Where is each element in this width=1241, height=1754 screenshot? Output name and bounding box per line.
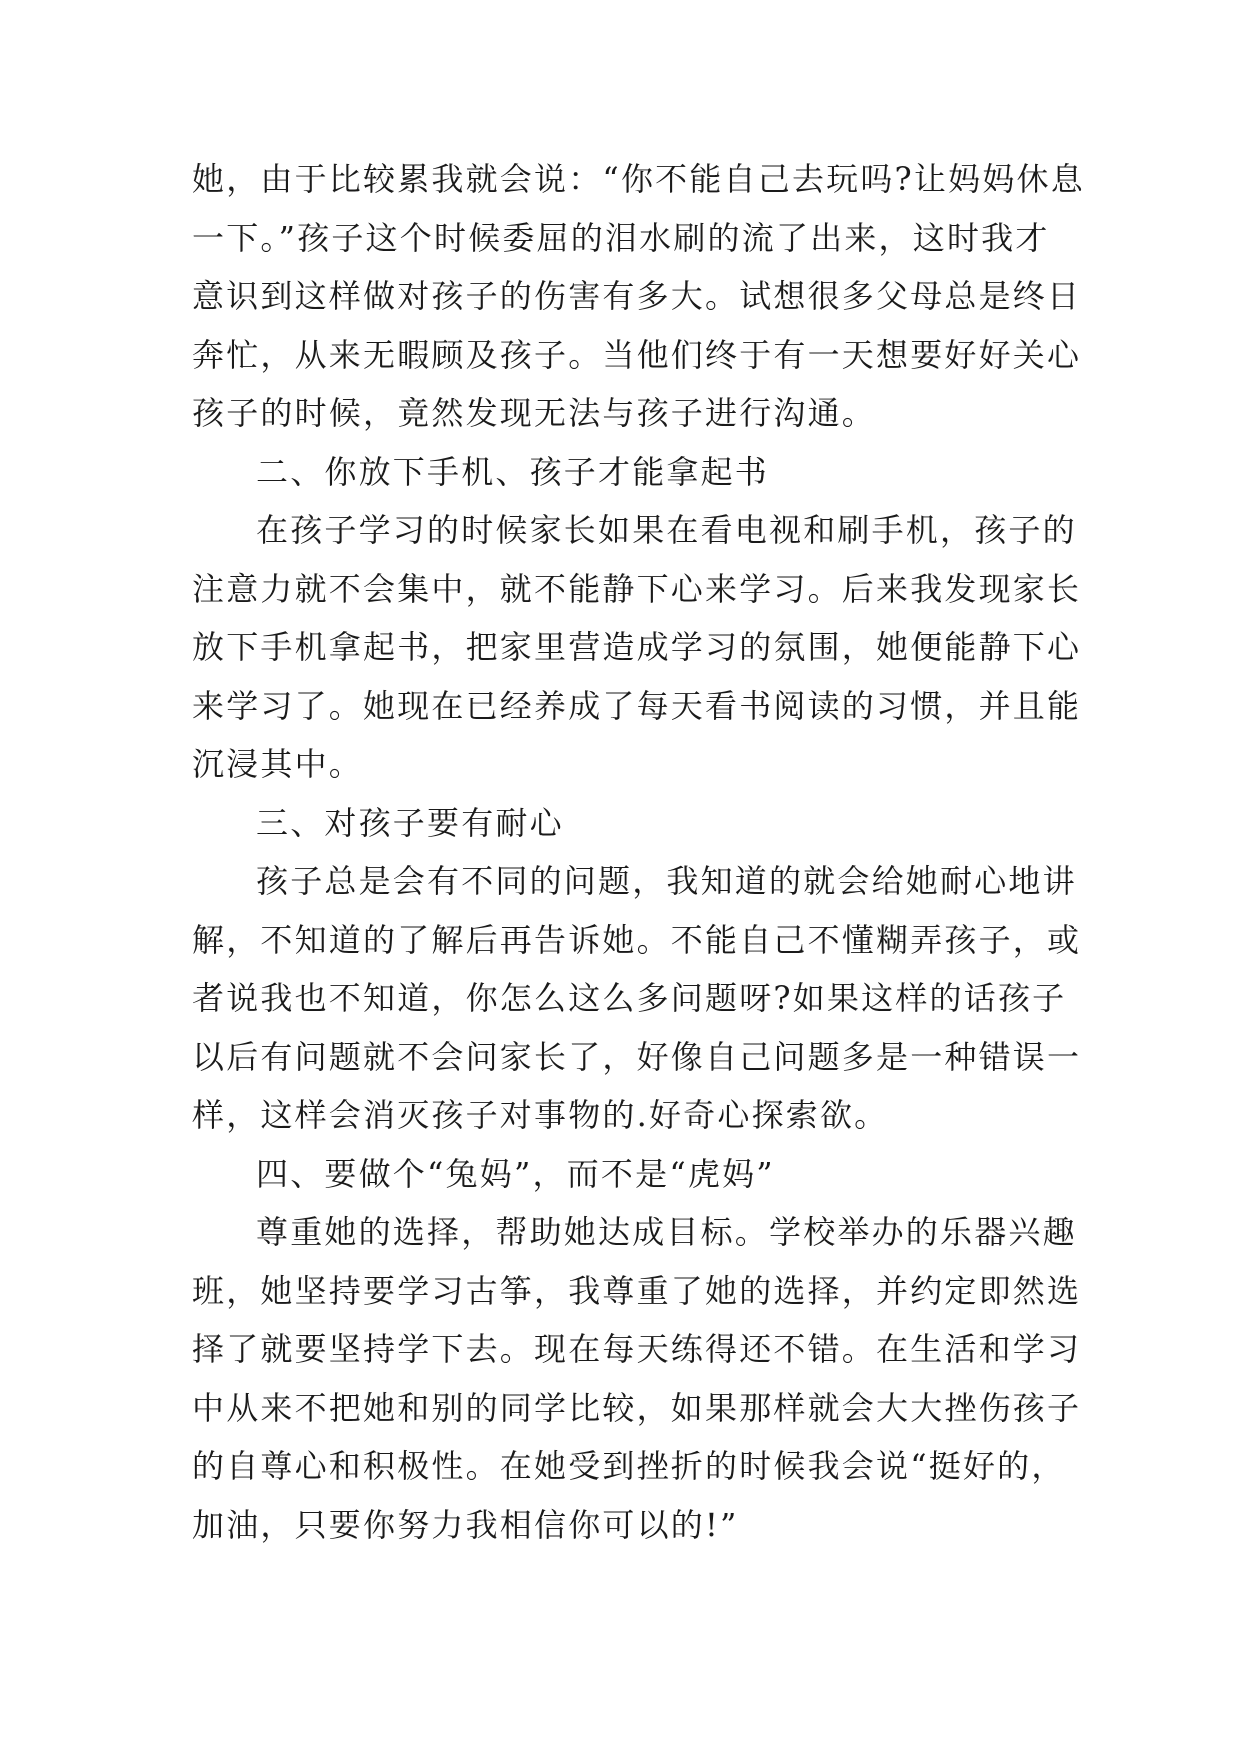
- paragraph-line: 来学习了。她现在已经养成了每天看书阅读的习惯，并且能: [192, 686, 1082, 725]
- paragraph-line: 中从来不把她和别的同学比较，如果那样就会大大挫伤孩子: [192, 1388, 1082, 1427]
- paragraph-line: 意识到这样做对孩子的伤害有多大。试想很多父母总是终日: [192, 277, 1082, 315]
- paragraph-line: 样，这样会消灭孩子对事物的.好奇心探索欲。: [192, 1096, 889, 1134]
- paragraph-line: 者说我也不知道，你怎么这么多问题呀?如果这样的话孩子: [192, 979, 1067, 1017]
- paragraph-line: 的自尊心和积极性。在她受到挫折的时候我会说“挺好的，: [192, 1447, 1066, 1485]
- paragraph-line: 她，由于比较累我就会说：“你不能自己去玩吗?让妈妈休息: [192, 160, 1085, 198]
- paragraph-line: 放下手机拿起书，把家里营造成学习的氛围，她便能静下心: [192, 628, 1082, 666]
- paragraph-line: 奔忙，从来无暇顾及孩子。当他们终于有一天想要好好关心: [192, 335, 1082, 374]
- paragraph-line-indented: 二、你放下手机、孩子才能拿起书: [256, 452, 770, 491]
- paragraph-line: 以后有问题就不会问家长了，好像自己问题多是一种错误一: [192, 1037, 1082, 1076]
- paragraph-line: 解，不知道的了解后再告诉她。不能自己不懂糊弄孩子，或: [192, 920, 1082, 959]
- paragraph-line-indented: 在孩子学习的时候家长如果在看电视和刷手机，孩子的: [256, 511, 1077, 549]
- paragraph-line: 孩子的时候，竟然发现无法与孩子进行沟通。: [192, 394, 877, 432]
- paragraph-line: 加油，只要你努力我相信你可以的!”: [192, 1505, 739, 1544]
- paragraph-line: 沉浸其中。: [192, 745, 364, 783]
- paragraph-line-indented: 三、对孩子要有耐心: [256, 803, 564, 842]
- document-body: [192, 150, 1085, 1554]
- paragraph-line: 班，她坚持要学习古筝，我尊重了她的选择，并约定即然选: [192, 1271, 1082, 1310]
- paragraph-line-indented: 尊重她的选择，帮助她达成目标。学校举办的乐器兴趣: [256, 1213, 1077, 1251]
- paragraph-line: 一下。”孩子这个时候委屈的泪水刷的流了出来，这时我才: [192, 218, 1050, 257]
- paragraph-line: 择了就要坚持学下去。现在每天练得还不错。在生活和学习: [192, 1330, 1082, 1368]
- paragraph-line-indented: 四、要做个“兔妈”，而不是“虎妈”: [256, 1154, 775, 1193]
- paragraph-line: 注意力就不会集中，就不能静下心来学习。后来我发现家长: [192, 569, 1082, 608]
- paragraph-line-indented: 孩子总是会有不同的问题，我知道的就会给她耐心地讲: [256, 862, 1077, 900]
